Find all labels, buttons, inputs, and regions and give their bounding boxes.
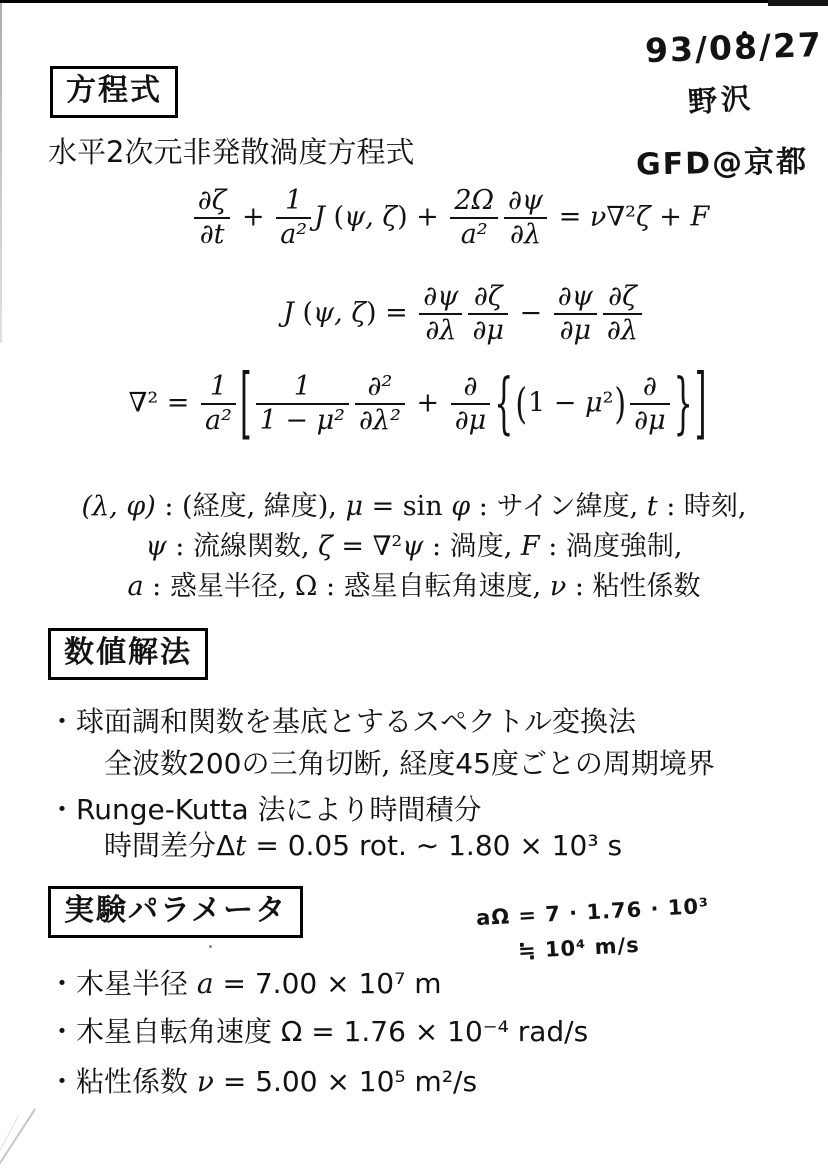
page-fold-mark bbox=[0, 1115, 19, 1168]
text-run: ζ bbox=[636, 201, 651, 233]
text-run: 度ごとの周期境界 bbox=[490, 747, 715, 780]
math-fraction bbox=[419, 282, 462, 346]
text-run: Runge-Kutta bbox=[76, 793, 258, 826]
text-run: ) = bbox=[365, 297, 417, 329]
text-run: : bbox=[470, 491, 497, 522]
math-fraction bbox=[468, 282, 508, 346]
text-run: = sin bbox=[363, 491, 452, 522]
text-run: , bbox=[532, 571, 550, 602]
fraction-denominator: a² bbox=[280, 219, 308, 251]
fraction-numerator: ∂ bbox=[451, 372, 491, 405]
text-run: = bbox=[550, 201, 590, 233]
handwritten-annotation-line-2: ≒ 10⁴ m/s bbox=[517, 932, 641, 964]
section-title-numerical-method: 数値解法 bbox=[48, 628, 208, 680]
text-run: 1 − bbox=[528, 387, 585, 419]
fraction-denominator: a² bbox=[460, 219, 488, 251]
fraction-denominator: ∂t bbox=[199, 219, 225, 251]
text-run: 45 bbox=[455, 747, 491, 780]
handwritten-affiliation: GFD@京都 bbox=[635, 144, 809, 183]
vorticity-equation bbox=[0, 186, 828, 250]
text-run: a bbox=[196, 967, 214, 1000]
text-run: F bbox=[520, 531, 540, 562]
text-run: : bbox=[539, 531, 566, 562]
parameter-bullet-jupiter-radius bbox=[48, 962, 442, 1002]
scan-edge-top bbox=[0, 0, 828, 3]
text-run: 全波数 bbox=[104, 747, 189, 780]
math-bracket: } bbox=[673, 365, 693, 443]
text-run: + bbox=[233, 201, 274, 233]
text-run: = 0.05 rot. ∼ 1.80 × 10³ s bbox=[246, 829, 623, 862]
text-run: t bbox=[235, 829, 247, 862]
numerics-detail-timestep bbox=[104, 824, 622, 864]
fraction-numerator: ∂ζ bbox=[603, 282, 642, 315]
math-fraction bbox=[450, 186, 498, 250]
text-run: : bbox=[317, 571, 344, 602]
variable-definitions-line-3 bbox=[0, 564, 828, 603]
fraction-denominator: a² bbox=[205, 405, 232, 437]
text-run: ), bbox=[317, 491, 346, 522]
text-run: ² bbox=[602, 387, 614, 419]
text-run: ・木星半径 bbox=[48, 967, 197, 1000]
text-run: ν bbox=[549, 571, 567, 602]
fraction-numerator: ∂ψ bbox=[554, 282, 597, 315]
text-run: : bbox=[657, 491, 684, 522]
text-run: 経度, 緯度 bbox=[192, 491, 318, 522]
numerics-bullet-runge-kutta bbox=[48, 788, 482, 828]
text-run: 水平 bbox=[48, 135, 107, 169]
parameter-bullet-viscosity bbox=[48, 1060, 477, 1100]
math-bracket: ( bbox=[515, 379, 528, 429]
fraction-denominator: ∂μ bbox=[472, 315, 504, 347]
text-run: ・粘性係数 bbox=[48, 1065, 197, 1098]
text-run: 粘性係数 bbox=[592, 571, 701, 602]
text-run: ψ, ζ bbox=[344, 201, 398, 233]
text-run: 法により時間積分 bbox=[257, 793, 482, 826]
text-run: ν bbox=[196, 1065, 214, 1098]
text-run: Ω = 1.76 × 10⁻⁴ rad/s bbox=[280, 1015, 589, 1048]
text-run: 渦度 bbox=[449, 531, 504, 562]
text-run: ・木星自転角速度 bbox=[48, 1015, 281, 1048]
text-run: 2 bbox=[106, 135, 125, 169]
text-run: ν bbox=[589, 201, 607, 233]
fraction-numerator: 2Ω bbox=[450, 186, 498, 219]
text-run: , bbox=[300, 531, 319, 562]
text-run: : bbox=[143, 571, 170, 602]
fraction-numerator: 1 bbox=[201, 372, 236, 405]
text-run: J bbox=[283, 297, 294, 329]
parameter-bullet-rotation-rate bbox=[48, 1010, 588, 1050]
text-run: 渦度強制, bbox=[565, 531, 683, 562]
text-run: ∇² bbox=[606, 201, 637, 233]
text-run: : bbox=[166, 531, 193, 562]
text-run: F bbox=[690, 201, 710, 233]
numerics-detail-truncation bbox=[104, 742, 715, 782]
variable-definitions-line-1 bbox=[0, 484, 828, 523]
text-run: ψ bbox=[402, 531, 424, 562]
text-run: t bbox=[646, 491, 658, 522]
math-fraction bbox=[194, 186, 231, 250]
fraction-denominator: ∂λ² bbox=[359, 405, 401, 437]
fraction-numerator: ∂ζ bbox=[468, 282, 508, 315]
math-bracket: ] bbox=[694, 358, 707, 450]
section-title-equations: 方程式 bbox=[50, 66, 178, 118]
numerics-bullet-spectral-method bbox=[48, 700, 636, 740]
math-bracket: { bbox=[494, 365, 514, 443]
math-fraction bbox=[554, 282, 597, 346]
handwritten-annotation-line-1: aΩ = 7 · 1.76 · 10³ bbox=[475, 893, 710, 931]
math-fraction bbox=[630, 372, 670, 436]
text-run: ( bbox=[324, 201, 345, 233]
text-run: 惑星自転角速度 bbox=[343, 571, 533, 602]
text-run: = 7.00 × 10⁷ m bbox=[213, 967, 442, 1000]
handwritten-date: 93/08/27 bbox=[644, 24, 824, 71]
text-run: 次元非発散渦度方程式 bbox=[124, 135, 415, 169]
math-bracket: [ bbox=[239, 358, 252, 450]
text-run: の三角切断, 経度 bbox=[241, 747, 456, 780]
fraction-denominator: ∂μ bbox=[634, 405, 666, 437]
text-run: Δ bbox=[216, 829, 236, 862]
text-run: ) + bbox=[397, 201, 448, 233]
text-run: J bbox=[314, 201, 325, 233]
text-run: ψ bbox=[145, 531, 167, 562]
text-run: + bbox=[407, 387, 448, 419]
text-run: サイン緯度 bbox=[496, 491, 630, 522]
text-run: φ bbox=[451, 491, 471, 522]
text-run: (λ, φ) bbox=[81, 491, 156, 522]
text-run: , bbox=[629, 491, 647, 522]
text-run: = 5.00 × 10⁵ m²/s bbox=[213, 1065, 478, 1098]
text-run: : bbox=[566, 571, 593, 602]
text-run: 流線関数 bbox=[192, 531, 301, 562]
jacobian-definition bbox=[0, 282, 828, 346]
fraction-numerator: ∂ψ bbox=[504, 186, 547, 219]
equation-description bbox=[48, 130, 414, 171]
text-run: 時刻, bbox=[683, 491, 747, 522]
fraction-denominator: ∂μ bbox=[454, 405, 487, 437]
text-run: − bbox=[510, 297, 551, 329]
fraction-denominator: ∂λ bbox=[510, 219, 542, 251]
text-run: 200 bbox=[188, 747, 242, 780]
math-fraction bbox=[276, 186, 311, 250]
text-run: 時間差分 bbox=[104, 829, 217, 862]
math-fraction bbox=[355, 372, 405, 436]
scan-speck bbox=[209, 945, 212, 948]
text-run: : bbox=[423, 531, 450, 562]
text-run: μ bbox=[585, 387, 603, 419]
handwritten-name: 野沢 bbox=[686, 80, 756, 120]
text-run: ( bbox=[293, 297, 313, 329]
text-run: 惑星半径 bbox=[169, 571, 278, 602]
fraction-numerator: 1 bbox=[256, 372, 349, 405]
math-fraction bbox=[256, 372, 349, 436]
text-run: μ bbox=[345, 491, 364, 522]
text-run: + bbox=[650, 201, 691, 233]
scan-edge-top-right bbox=[768, 0, 828, 6]
text-run: = ∇² bbox=[332, 531, 403, 562]
text-run: ・球面調和関数を基底とするスペクトル変換法 bbox=[48, 705, 637, 738]
text-run: ∇² = bbox=[128, 387, 199, 419]
text-run: ・ bbox=[48, 793, 77, 826]
fraction-denominator: ∂λ bbox=[425, 315, 457, 347]
text-run: ζ bbox=[318, 531, 333, 562]
text-run: , bbox=[503, 531, 521, 562]
fraction-denominator: ∂μ bbox=[559, 315, 592, 347]
math-fraction bbox=[201, 372, 236, 436]
math-fraction bbox=[504, 186, 547, 250]
math-bracket: ) bbox=[614, 379, 627, 429]
text-run: Ω bbox=[295, 571, 318, 602]
fraction-denominator: 1 − μ² bbox=[259, 405, 345, 437]
text-run: a bbox=[127, 571, 144, 602]
section-title-experiment-parameters: 実験パラメータ bbox=[48, 886, 303, 938]
fraction-numerator: ∂ψ bbox=[419, 282, 462, 315]
variable-definitions-line-2 bbox=[0, 524, 828, 563]
fraction-numerator: ∂ bbox=[630, 372, 670, 405]
text-run: ψ, ζ bbox=[312, 297, 366, 329]
text-run: , bbox=[277, 571, 296, 602]
fraction-numerator: ∂ζ bbox=[194, 186, 231, 219]
math-fraction bbox=[451, 372, 491, 436]
laplacian-definition bbox=[0, 358, 828, 450]
fraction-denominator: ∂λ bbox=[606, 315, 638, 347]
math-fraction bbox=[603, 282, 642, 346]
text-run: : ( bbox=[155, 491, 193, 522]
fraction-numerator: ∂² bbox=[355, 372, 405, 405]
fraction-numerator: 1 bbox=[276, 186, 311, 219]
